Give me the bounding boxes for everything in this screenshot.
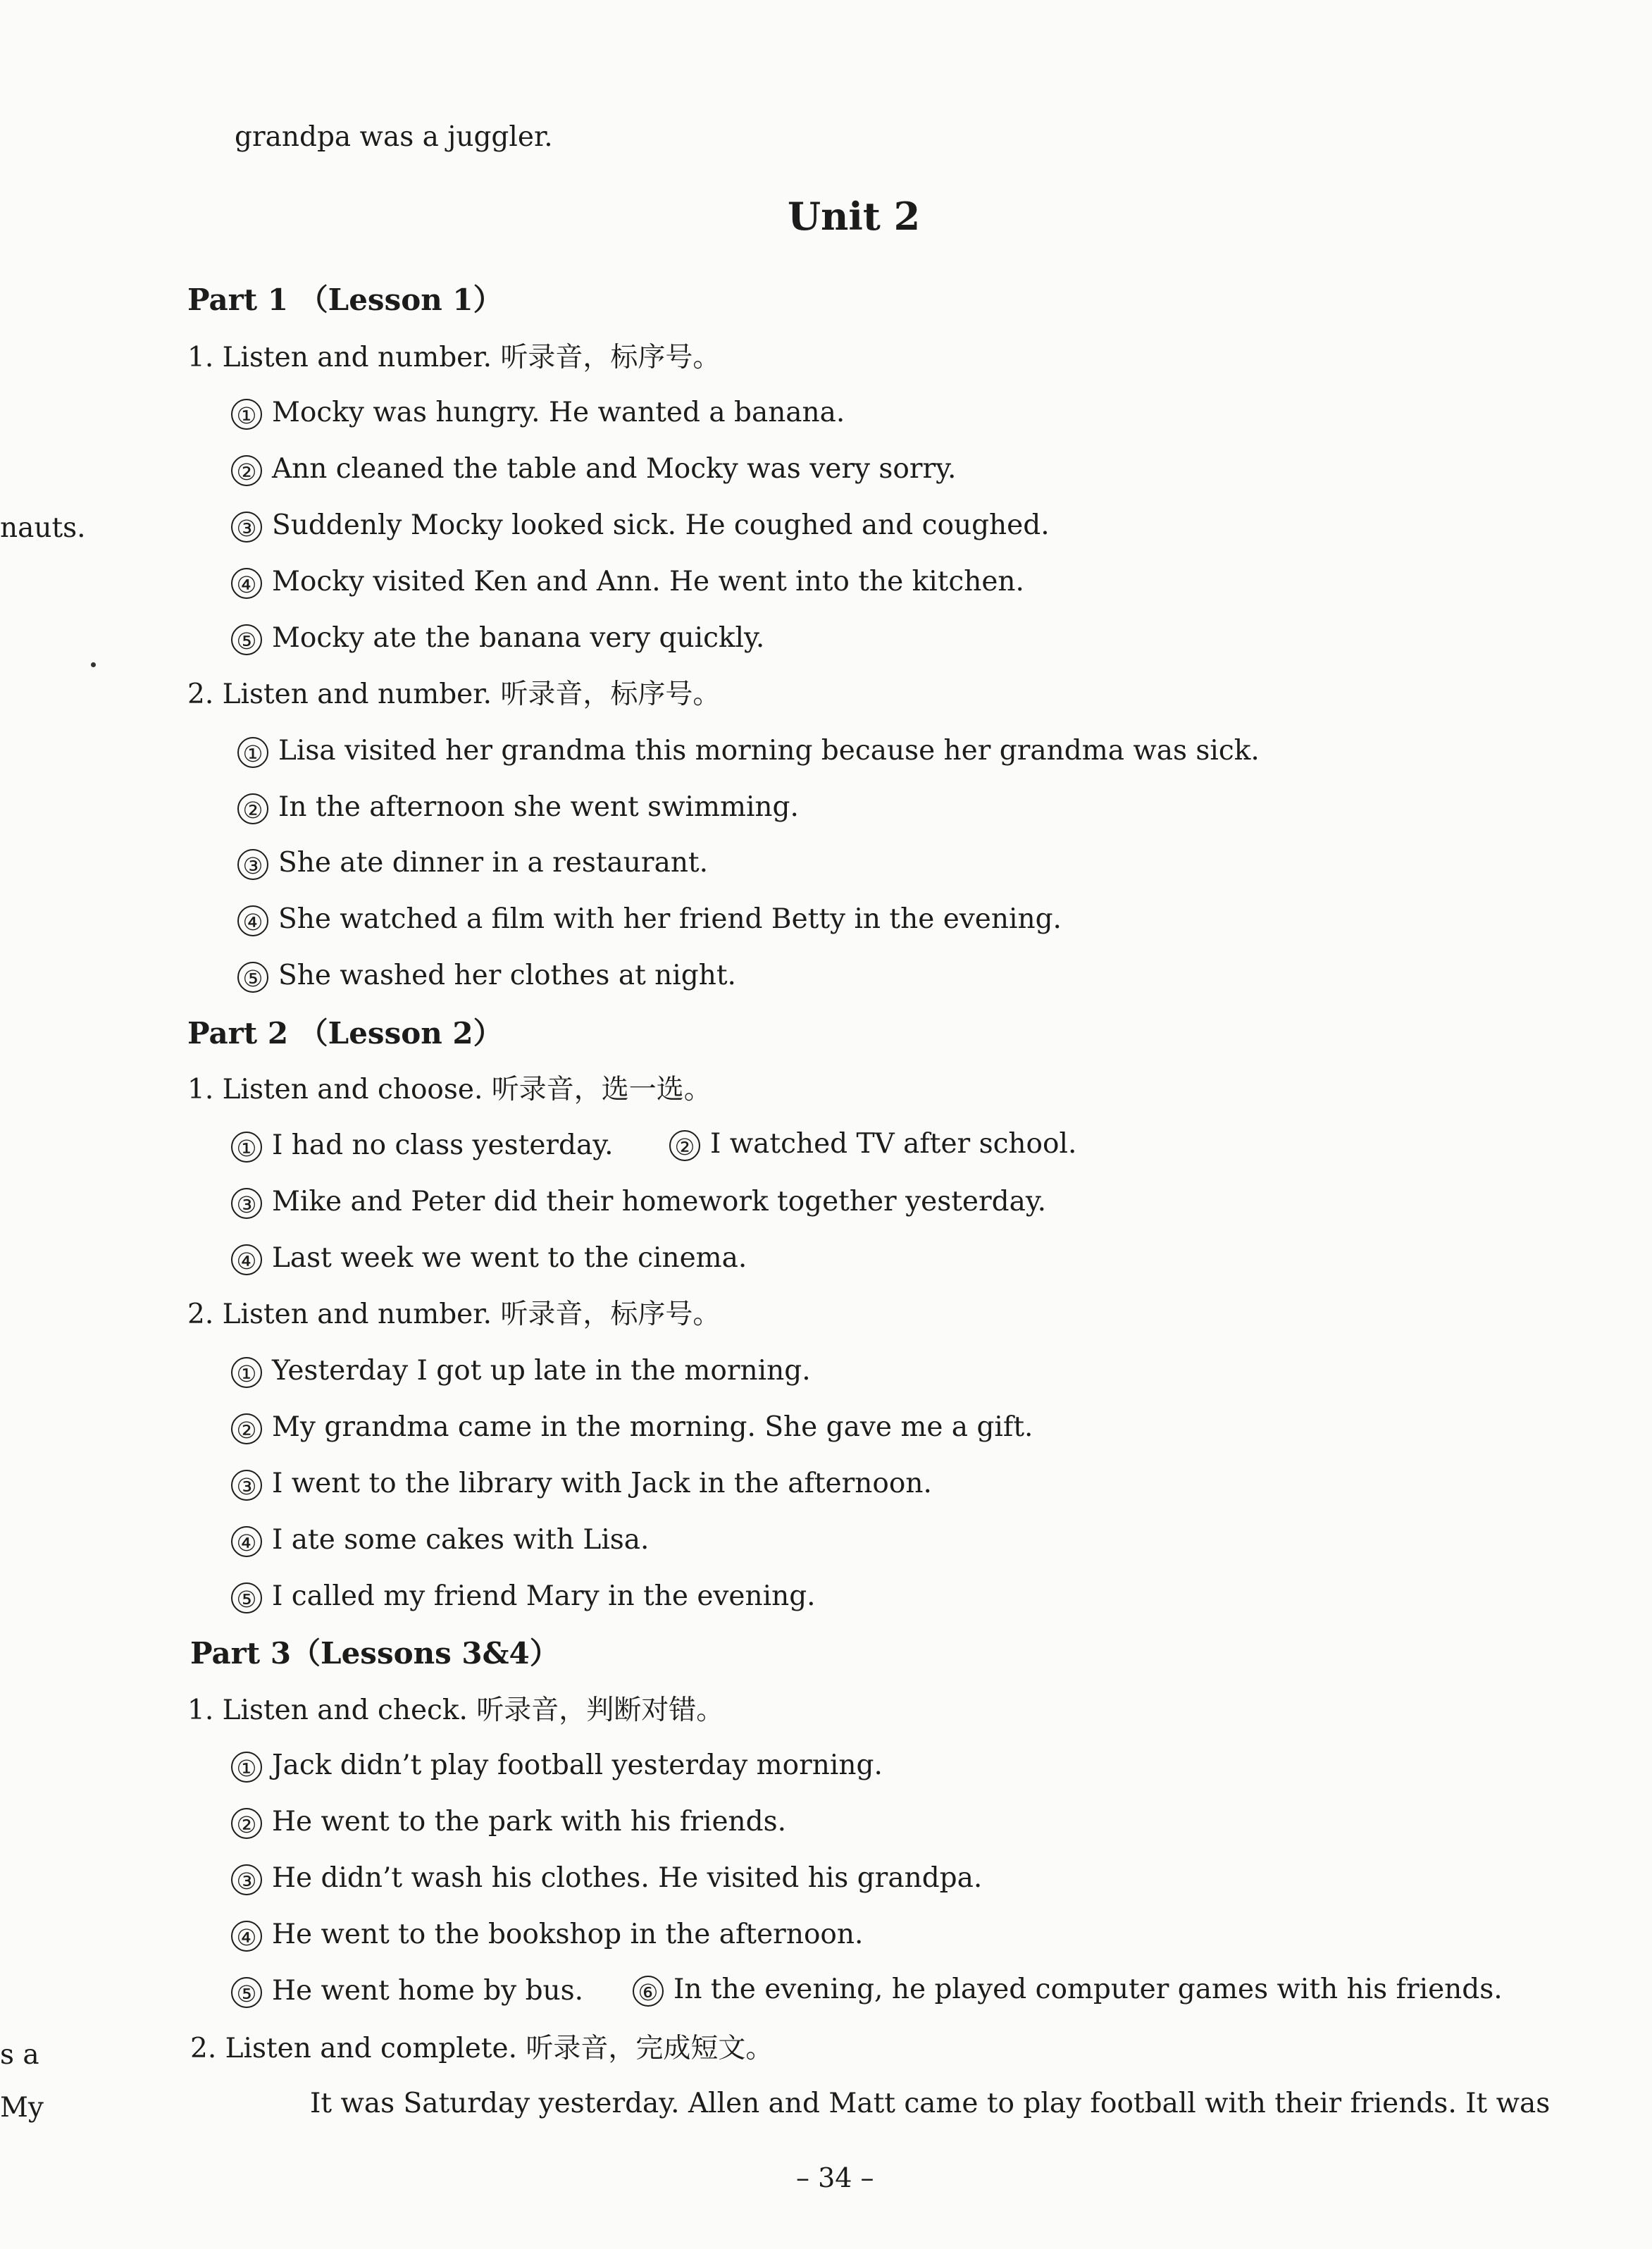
- list-item: ④ Last week we went to the cinema.: [231, 1244, 747, 1275]
- list-item: ④ Mocky visited Ken and Ann. He went into the kitchen.: [231, 568, 1024, 599]
- list-item: ③ I went to the library with Jack in the afternoon.: [231, 1470, 932, 1501]
- task-instruction: 1. Listen and choose. 听录音，选一选。: [187, 1074, 712, 1105]
- list-item: ② Ann cleaned the table and Mocky was very sorry.: [231, 455, 956, 486]
- item-number: ①: [231, 399, 262, 430]
- item-number: ④: [231, 1526, 262, 1557]
- item-number: ③: [231, 512, 262, 543]
- list-item: ⑥ In the evening, he played computer games with his friends.: [633, 1976, 1503, 2007]
- item-number: ③: [237, 849, 268, 880]
- task-instruction: 2. Listen and number. 听录音，标序号。: [187, 1299, 721, 1330]
- item-number: ⑤: [231, 1582, 262, 1613]
- page-number: – 34 –: [796, 2162, 874, 2193]
- paragraph: It was Saturday yesterday. Allen and Matt came to play football with their friends. It was: [310, 2088, 1551, 2119]
- list-item: ⑤ I called my friend Mary in the evening.: [231, 1582, 816, 1613]
- list-item: ⑤ She washed her clothes at night.: [237, 962, 736, 993]
- list-item: ④ She watched a film with her friend Betty in the evening.: [237, 905, 1062, 936]
- task-instruction: 2. Listen and complete. 听录音，完成短文。: [190, 2033, 774, 2064]
- item-number: ①: [231, 1132, 262, 1163]
- item-number: ①: [231, 1357, 262, 1388]
- task-instruction: 2. Listen and number. 听录音，标序号。: [187, 679, 721, 710]
- task-instruction: 1. Listen and check. 听录音，判断对错。: [187, 1695, 724, 1726]
- item-number: ③: [231, 1188, 262, 1219]
- item-number: ③: [231, 1470, 262, 1501]
- list-item: ① Yesterday I got up late in the morning.: [231, 1357, 811, 1388]
- item-number: ②: [231, 455, 262, 486]
- item-number: ②: [231, 1413, 262, 1444]
- task-instruction: 1. Listen and number. 听录音，标序号。: [187, 342, 721, 373]
- list-item: ① Mocky was hungry. He wanted a banana.: [231, 399, 845, 430]
- margin-fragment: nauts.: [0, 512, 86, 544]
- top-line: grandpa was a juggler.: [235, 121, 553, 153]
- item-number: ⑥: [633, 1976, 664, 2007]
- item-number: ⑤: [237, 962, 268, 993]
- part-heading: Part 2 （Lesson 2）: [187, 1016, 503, 1051]
- list-item: ① Lisa visited her grandma this morning because her grandma was sick.: [237, 737, 1260, 768]
- list-item: ③ He didn’t wash his clothes. He visited his grandpa.: [231, 1864, 982, 1895]
- item-number: ③: [231, 1864, 262, 1895]
- item-number: ⑤: [231, 1977, 262, 2008]
- list-item: ② He went to the park with his friends.: [231, 1808, 786, 1839]
- item-number: ②: [669, 1130, 700, 1161]
- list-item: ④ I ate some cakes with Lisa.: [231, 1526, 649, 1557]
- item-number: ④: [231, 568, 262, 599]
- unit-title: Unit 2: [788, 194, 921, 239]
- item-number: ①: [237, 737, 268, 768]
- list-item: ② In the afternoon she went swimming.: [237, 793, 799, 824]
- list-item: ② I watched TV after school.: [669, 1130, 1076, 1161]
- item-number: ②: [231, 1808, 262, 1839]
- item-number: ②: [237, 793, 268, 824]
- list-item: ① I had no class yesterday.: [231, 1132, 614, 1163]
- part-heading: Part 3（Lessons 3&4）: [190, 1636, 559, 1671]
- item-number: ④: [231, 1921, 262, 1952]
- list-item: ① Jack didn’t play football yesterday morning.: [231, 1752, 883, 1783]
- item-number: ④: [237, 905, 268, 936]
- list-item: ⑤ Mocky ate the banana very quickly.: [231, 624, 764, 655]
- item-number: ④: [231, 1244, 262, 1275]
- list-item: ③ She ate dinner in a restaurant.: [237, 849, 708, 880]
- speck: [91, 662, 96, 667]
- list-item: ③ Mike and Peter did their homework together yesterday.: [231, 1188, 1046, 1219]
- margin-fragment: s a: [0, 2039, 39, 2071]
- list-item: ④ He went to the bookshop in the afternoon.: [231, 1921, 863, 1952]
- list-item: ③ Suddenly Mocky looked sick. He coughed and coughed.: [231, 512, 1050, 543]
- item-number: ⑤: [231, 624, 262, 655]
- part-heading: Part 1 （Lesson 1）: [187, 283, 503, 317]
- margin-fragment: My: [0, 2092, 44, 2124]
- item-number: ①: [231, 1752, 262, 1783]
- list-item: ⑤ He went home by bus.: [231, 1977, 583, 2008]
- list-item: ② My grandma came in the morning. She gave me a gift.: [231, 1413, 1033, 1444]
